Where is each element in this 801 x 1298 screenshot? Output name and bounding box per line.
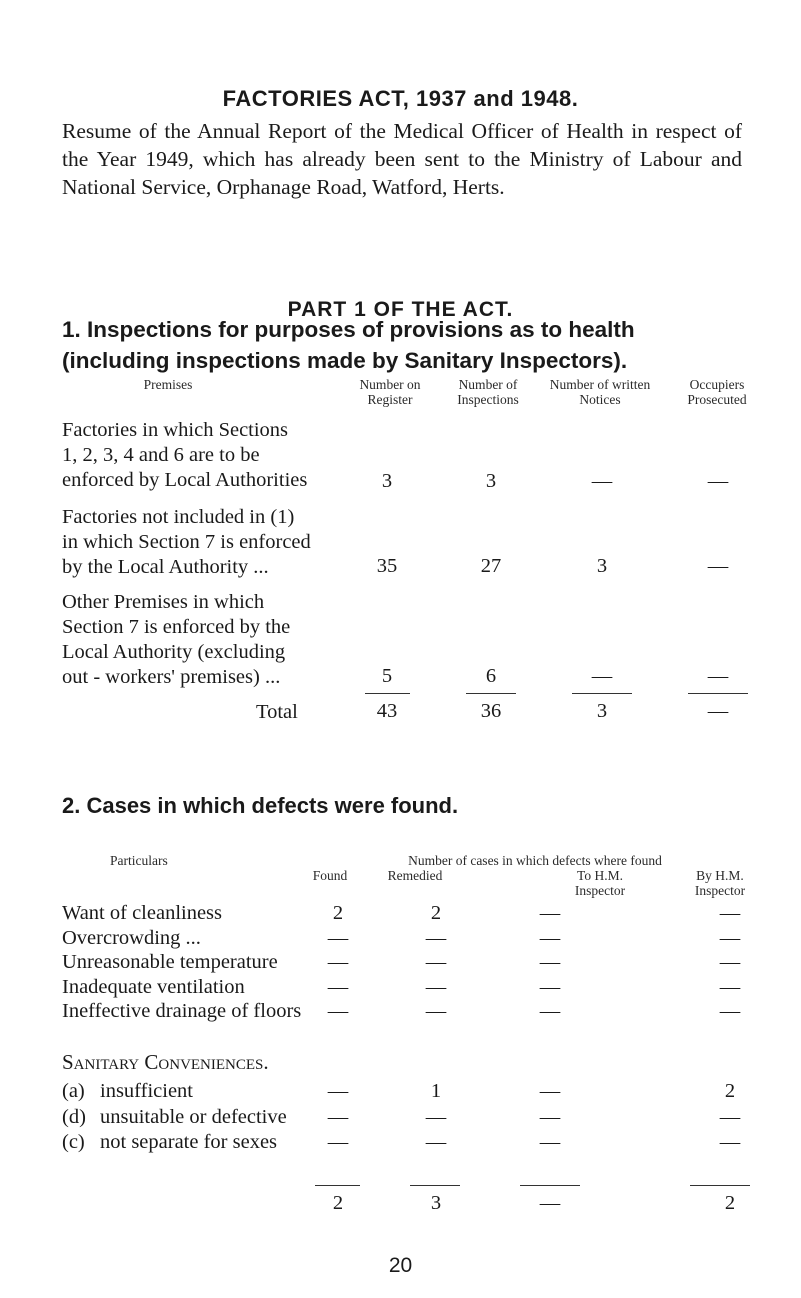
s2-total-remedied: 3 [430,1192,442,1214]
page-number: 20 [388,1254,413,1277]
defect-row-value: — [327,1000,349,1022]
section2-heading: 2. Cases in which defects were found. [62,793,459,818]
s1-row2-label-line: by the Local Authority ... [62,556,269,578]
s1-row1-label [62,418,307,493]
defect-row-value: — [539,1000,561,1022]
col-remedied: Remedied [387,868,443,883]
defect-row-value: — [327,926,349,949]
col-group-header: Number of cases in which defects where found [408,853,662,868]
section1-heading [62,314,752,376]
s1-total-prosecuted: — [707,700,729,722]
s1-row3-label-line: Local Authority (excluding [62,641,286,663]
s1-total-rule [365,693,410,694]
defect-row-value: — [425,951,447,973]
s2-total-to-hm: — [539,1192,561,1214]
s2-total-by-hm: 2 [724,1192,736,1214]
sanitary-row-value: — [327,1105,349,1128]
defect-row-value: — [719,975,741,998]
col-premises: Premises [143,377,193,392]
s1-total-notices: 3 [596,700,608,722]
s1-row3-label [62,590,290,690]
intro-paragraph: Resume of the Annual Report of the Medical Officer of Health in respect of the Year 1949, which has already been sent to the Ministry of Labour and National Service, Orphanage Road, Watford, Herts. [62,119,742,199]
defect-row-value: — [719,1000,741,1022]
sanitary-row-value: — [539,1080,561,1102]
sanitary-row-letter: (c) [62,1131,85,1153]
s1-total-rule [688,693,748,694]
col-number-of-inspections-label: Number of Inspections [457,377,519,407]
sanitary-row-value: — [539,1131,561,1153]
s1-row1-label-line: enforced by Local Authorities [62,469,308,491]
sanitary-row-value: — [719,1105,741,1128]
sanitary-row-value: 2 [724,1080,736,1102]
defect-row-value: 2 [430,902,442,924]
sanitary-row-label: insufficient [100,1080,193,1102]
section1-heading-line1: 1. Inspections for purposes of provisions as to health [62,317,635,342]
sanitary-row-value: — [425,1131,447,1153]
s1-row1-notices: — [591,470,613,492]
defect-row-label: Unreasonable temperature [62,951,278,973]
s1-row3-label-line: Section 7 is enforced by the [62,616,291,638]
section1-heading-line2: (including inspections made by Sanitary Inspectors). [62,348,628,373]
s1-row3-prosecuted: — [707,665,729,687]
defect-row-label: Ineffective drainage of floors [62,1000,302,1022]
defect-row-value: 2 [332,902,344,924]
col-written-notices-label: Number of written Notices [549,377,651,407]
col-found: Found [312,868,348,883]
col-by-hm-inspector [680,868,760,898]
defect-row-value: — [539,902,561,924]
col-to-hm-inspector [560,868,640,898]
sanitary-row-label: unsuitable or defective [100,1105,287,1128]
s1-total-register: 43 [376,700,398,722]
col-to-hm-inspector-label: To H.M. Inspector [574,868,626,898]
defect-row-value: — [425,975,447,998]
s1-row2-register: 35 [376,555,398,577]
s1-row2-notices: 3 [596,555,608,577]
s1-row1-inspections: 3 [485,470,497,492]
defect-row-label: Inadequate ventilation [62,975,245,998]
s1-row3-label-line: out - workers' premises) ... [62,666,281,688]
s1-total-label: Total [256,701,298,723]
sanitary-row-value: — [327,1131,349,1153]
col-number-of-inspections [438,377,538,407]
s1-total-inspections: 36 [480,700,502,722]
defect-row-value: — [719,902,741,924]
page-title: FACTORIES ACT, 1937 and 1948. [222,86,579,111]
col-particulars: Particulars [110,853,168,868]
defect-row-value: — [719,951,741,973]
s1-row1-label-line: 1, 2, 3, 4 and 6 are to be [62,444,260,466]
s1-row1-label-line: Factories in which Sections [62,419,289,441]
s1-row1-register: 3 [381,470,393,492]
col-occupiers-prosecuted-label: Occupiers Prosecuted [687,377,747,407]
s2-total-rule [690,1185,750,1186]
s1-row2-inspections: 27 [480,555,502,577]
s1-row3-register: 5 [381,665,393,687]
s1-total-rule [466,693,516,694]
defect-row-value: — [539,951,561,973]
s1-total-rule [572,693,632,694]
s1-row3-inspections: 6 [485,665,497,687]
s1-row2-label-line: in which Section 7 is enforced [62,531,311,553]
defect-row-value: — [539,975,561,998]
sanitary-row-letter: (a) [62,1080,85,1102]
s1-row2-label [62,505,311,580]
defect-row-value: — [327,975,349,998]
defect-row-label: Overcrowding ... [62,926,201,949]
defect-row-value: — [425,1000,447,1022]
s1-row1-prosecuted: — [707,470,729,492]
s2-total-found: 2 [332,1192,344,1214]
sanitary-row-label: not separate for sexes [100,1131,278,1153]
sanitary-row-value: — [425,1105,447,1128]
sanitary-row-value: — [539,1105,561,1128]
s2-total-rule [520,1185,580,1186]
sanitary-row-value: — [327,1080,349,1102]
sanitary-row-value: 1 [430,1080,442,1102]
sanitary-row-value: — [719,1131,741,1153]
s2-total-rule [315,1185,360,1186]
col-number-on-register-label: Number on Register [359,377,421,407]
defect-row-value: — [425,926,447,949]
s1-row2-label-line: Factories not included in (1) [62,506,295,528]
s1-row3-notices: — [591,665,613,687]
s2-total-rule [410,1185,460,1186]
col-written-notices [540,377,660,407]
col-number-on-register [340,377,440,407]
defect-row-label: Want of cleanliness [62,902,223,924]
col-by-hm-inspector-label: By H.M. Inspector [694,868,746,898]
defect-row-value: — [719,926,741,949]
defect-row-value: — [539,926,561,949]
s1-row2-prosecuted: — [707,555,729,577]
part-heading: PART 1 OF THE ACT. [287,298,514,321]
sanitary-row-letter: (d) [62,1105,86,1128]
defect-row-value: — [327,951,349,973]
s1-row3-label-line: Other Premises in which [62,591,265,613]
col-occupiers-prosecuted [672,377,762,407]
sanitary-conveniences-heading: Sanitary Conveniences. [62,1050,269,1074]
